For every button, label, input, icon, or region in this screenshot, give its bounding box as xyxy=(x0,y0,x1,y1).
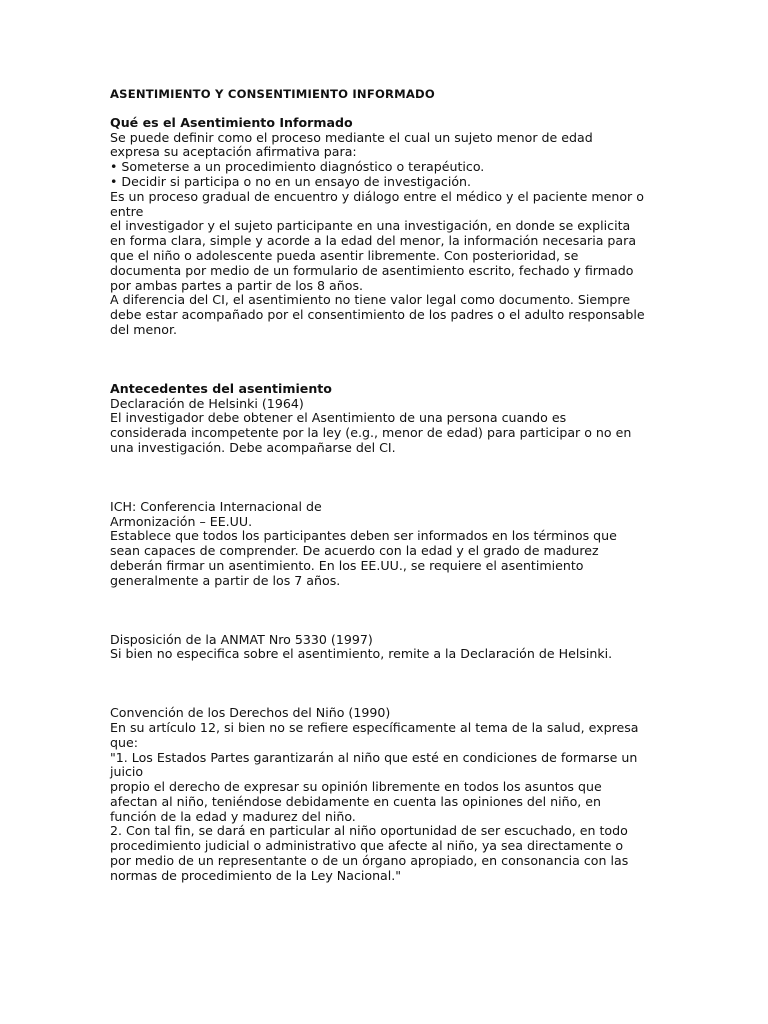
document-page xyxy=(110,87,662,884)
paragraph-line: propio el derecho de expresar su opinión libremente en todos los asuntos que xyxy=(110,779,602,795)
paragraph-line: por ambas partes a partir de los 8 años. xyxy=(110,277,364,293)
paragraph-line: afectan al niño, teniéndose debidamente en cuenta las opiniones del niño, en xyxy=(110,793,602,809)
paragraph-line: deberán firmar un asentimiento. En los EE.UU., se requiere el asentimiento xyxy=(110,557,584,573)
paragraph-line: en forma clara, simple y acorde a la edad del menor, la información necesaria para xyxy=(110,233,637,249)
paragraph-line: Establece que todos los participantes deben ser informados en los términos que xyxy=(110,528,617,544)
bullet-item: • Decidir si participa o no en un ensayo de investigación. xyxy=(110,173,472,189)
paragraph-line: Se puede definir como el proceso mediante el cual un sujeto menor de edad xyxy=(110,129,593,145)
section-ich xyxy=(110,500,662,589)
paragraph-line: juicio xyxy=(110,764,144,780)
paragraph-line: En su artículo 12, si bien no se refiere específicamente al tema de la salud, expresa xyxy=(110,719,639,735)
paragraph-line: generalmente a partir de los 7 años. xyxy=(110,572,341,588)
spacer xyxy=(110,662,662,706)
spacer xyxy=(110,102,662,116)
paragraph-line: A diferencia del CI, el asentimiento no tiene valor legal como documento. Siempre xyxy=(110,292,631,308)
paragraph-line: considerada incompetente por la ley (e.g., menor de edad) para participar o no en xyxy=(110,425,632,441)
section-what-is-assent xyxy=(110,116,662,338)
paragraph-line: Disposición de la ANMAT Nro 5330 (1997) xyxy=(110,631,373,647)
paragraph-line: 2. Con tal fin, se dará en particular al niño oportunidad de ser escuchado, en todo xyxy=(110,823,628,839)
spacer xyxy=(110,338,662,382)
spacer xyxy=(110,589,662,633)
paragraph-line: Es un proceso gradual de encuentro y diálogo entre el médico y el paciente menor o xyxy=(110,188,644,204)
paragraph-line: ICH: Conferencia Internacional de xyxy=(110,498,322,514)
paragraph-line: Convención de los Derechos del Niño (1990) xyxy=(110,705,391,721)
paragraph-line: Declaración de Helsinki (1964) xyxy=(110,395,304,411)
section-heading: Antecedentes del asentimiento xyxy=(110,380,332,396)
paragraph-line: "1. Los Estados Partes garantizarán al niño que esté en condiciones de formarse un xyxy=(110,749,638,765)
paragraph-line: entre xyxy=(110,203,144,219)
section-heading: Qué es el Asentimiento Informado xyxy=(110,114,353,130)
paragraph-line: debe estar acompañado por el consentimiento de los padres o el adulto responsable xyxy=(110,307,645,323)
section-anmat xyxy=(110,633,662,663)
paragraph-line: Armonización – EE.UU. xyxy=(110,513,253,529)
paragraph-line: normas de procedimiento de la Ley Nacional." xyxy=(110,867,402,883)
paragraph-line: una investigación. Debe acompañarse del CI. xyxy=(110,439,396,455)
paragraph-line: expresa su aceptación afirmativa para: xyxy=(110,144,357,160)
paragraph-line: El investigador debe obtener el Asentimiento de una persona cuando es xyxy=(110,410,567,426)
section-child-rights xyxy=(110,706,662,884)
paragraph-line: por medio de un representante o de un órgano apropiado, en consonancia con las xyxy=(110,853,629,869)
paragraph-line: Si bien no especifica sobre el asentimiento, remite a la Declaración de Helsinki. xyxy=(110,646,613,662)
bullet-item: • Someterse a un procedimiento diagnóstico o terapéutico. xyxy=(110,159,485,175)
document-title: ASENTIMIENTO Y CONSENTIMIENTO INFORMADO xyxy=(110,87,435,101)
paragraph-line: documenta por medio de un formulario de asentimiento escrito, fechado y firmado xyxy=(110,262,634,278)
paragraph-line: procedimiento judicial o administrativo que afecte al niño, ya sea directamente o xyxy=(110,838,624,854)
section-background xyxy=(110,382,662,456)
paragraph-line: que el niño o adolescente pueda asentir libremente. Con posterioridad, se xyxy=(110,247,579,263)
spacer xyxy=(110,456,662,500)
paragraph-line: función de la edad y madurez del niño. xyxy=(110,808,356,824)
paragraph-line: el investigador y el sujeto participante en una investigación, en donde se explicita xyxy=(110,218,631,234)
paragraph-line: sean capaces de comprender. De acuerdo con la edad y el grado de madurez xyxy=(110,543,599,559)
paragraph-line: que: xyxy=(110,734,138,750)
paragraph-line: del menor. xyxy=(110,321,177,337)
